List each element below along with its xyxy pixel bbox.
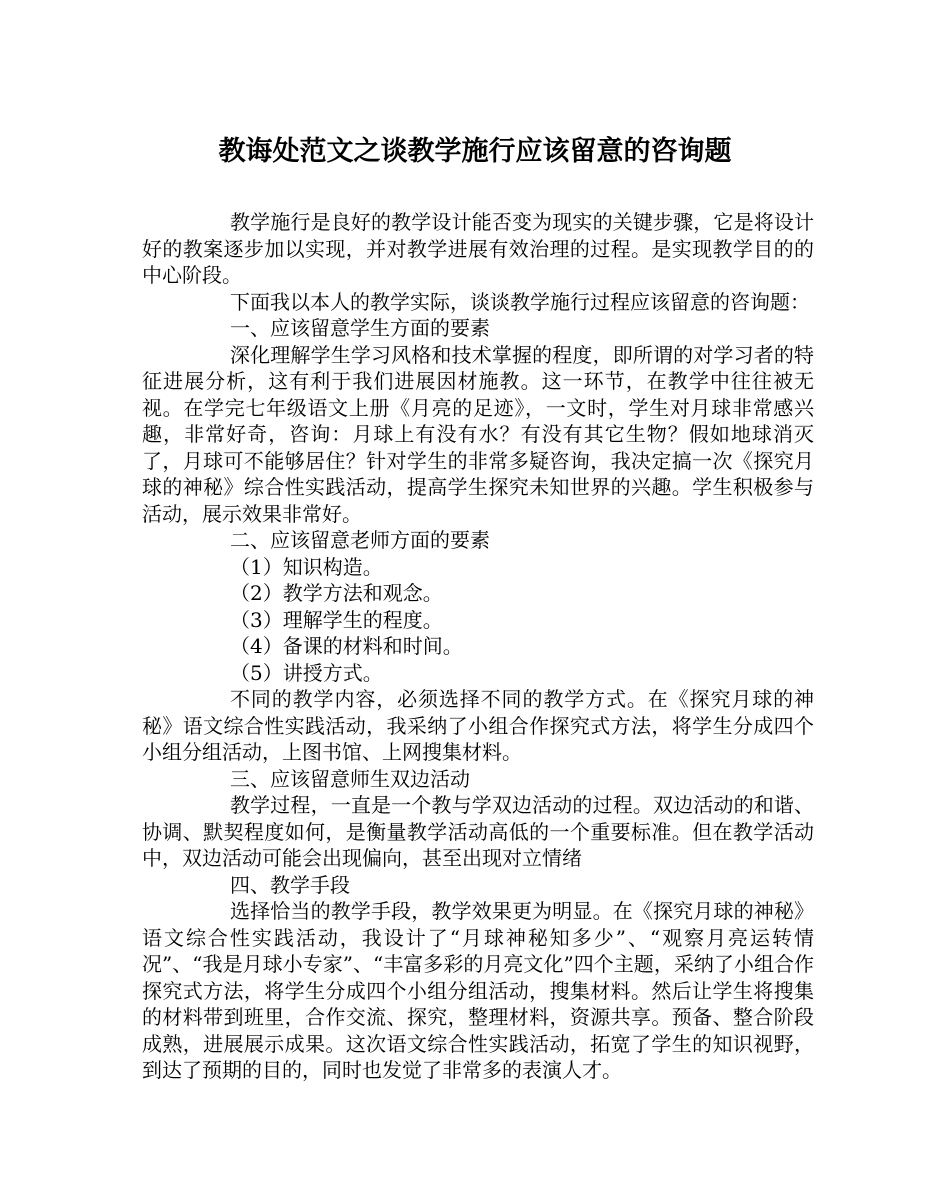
list-item: （5）讲授方式。 [230, 660, 383, 685]
section-heading-1: 一、应该留意学生方面的要素 [230, 316, 490, 340]
paragraph-intro: 教学施行是良好的教学设计能否变为现实的关键步骤，它是将设计好的教案逐步加以实现，并对教学进展有效治理的过程。是实现教学目的的中心阶段。 [142, 210, 814, 287]
list-item: （3）理解学生的程度。 [230, 607, 443, 632]
list-item: （2）教学方法和观念。 [230, 581, 443, 605]
paragraph-lead: 下面我以本人的教学实际，谈谈教学施行过程应该留意的咨询题： [230, 289, 810, 314]
document-title: 教诲处范文之谈教学施行应该留意的咨询题 [218, 136, 732, 167]
paragraph-section-3: 教学过程，一直是一个教与学双边活动的过程。双边活动的和谐、协调、默契程度如何，是衡量教学活动高低的一个重要标准。但在教学活动中，双边活动可能会出现偏向，甚至出现对立情绪 [142, 793, 814, 870]
section-heading-2: 二、应该留意老师方面的要素 [230, 528, 490, 552]
list-item: （1）知识构造。 [230, 554, 383, 579]
section-heading-4: 四、教学手段 [230, 872, 350, 897]
list-item: （4）备课的材料和时间。 [230, 634, 463, 658]
paragraph-section-1: 深化理解学生学习风格和技术掌握的程度，即所谓的对学习者的特征进展分析，这有利于我们进展因材施教。这一环节，在教学中往往被无视。在学完七年级语文上册《月亮的足迹》，一文时，学生对月球非常感兴趣，非常好奇，咨询：月球上有没有水？有没有其它生物？假如地球消灭了，月球可不能够居住？针对学生的非常多疑咨询，我决定搞一次《探究月球的神秘》综合性实践活动，提高学生探究未知世界的兴趣。学生积极参与活动，展示效果非常好。 [142, 342, 814, 526]
paragraph-section-2: 不同的教学内容，必须选择不同的教学方式。在《探究月球的神秘》语文综合性实践活动，我采纳了小组合作探究式方法，将学生分成四个小组分组活动，上图书馆、上网搜集材料。 [142, 687, 814, 764]
paragraph-section-4: 选择恰当的教学手段，教学效果更为明显。在《探究月球的神秘》语文综合性实践活动，我设计了“月球神秘知多少”、“观察月亮运转情况”、“我是月球小专家”、“丰富多彩的月亮文化”四个主题，采纳了小组合作探究式方法，将学生分成四个小组分组活动，搜集材料。然后让学生将搜集的材料带到班里，合作交流、探究，整理材料，资源共享。预备、整合阶段成熟，进展展示成果。这次语文综合性实践活动，拓宽了学生的知识视野，到达了预期的目的，同时也发觉了非常多的表演人才。 [142, 899, 814, 1082]
document-body [142, 209, 814, 1084]
section-heading-3: 三、应该留意师生双边活动 [230, 766, 470, 791]
